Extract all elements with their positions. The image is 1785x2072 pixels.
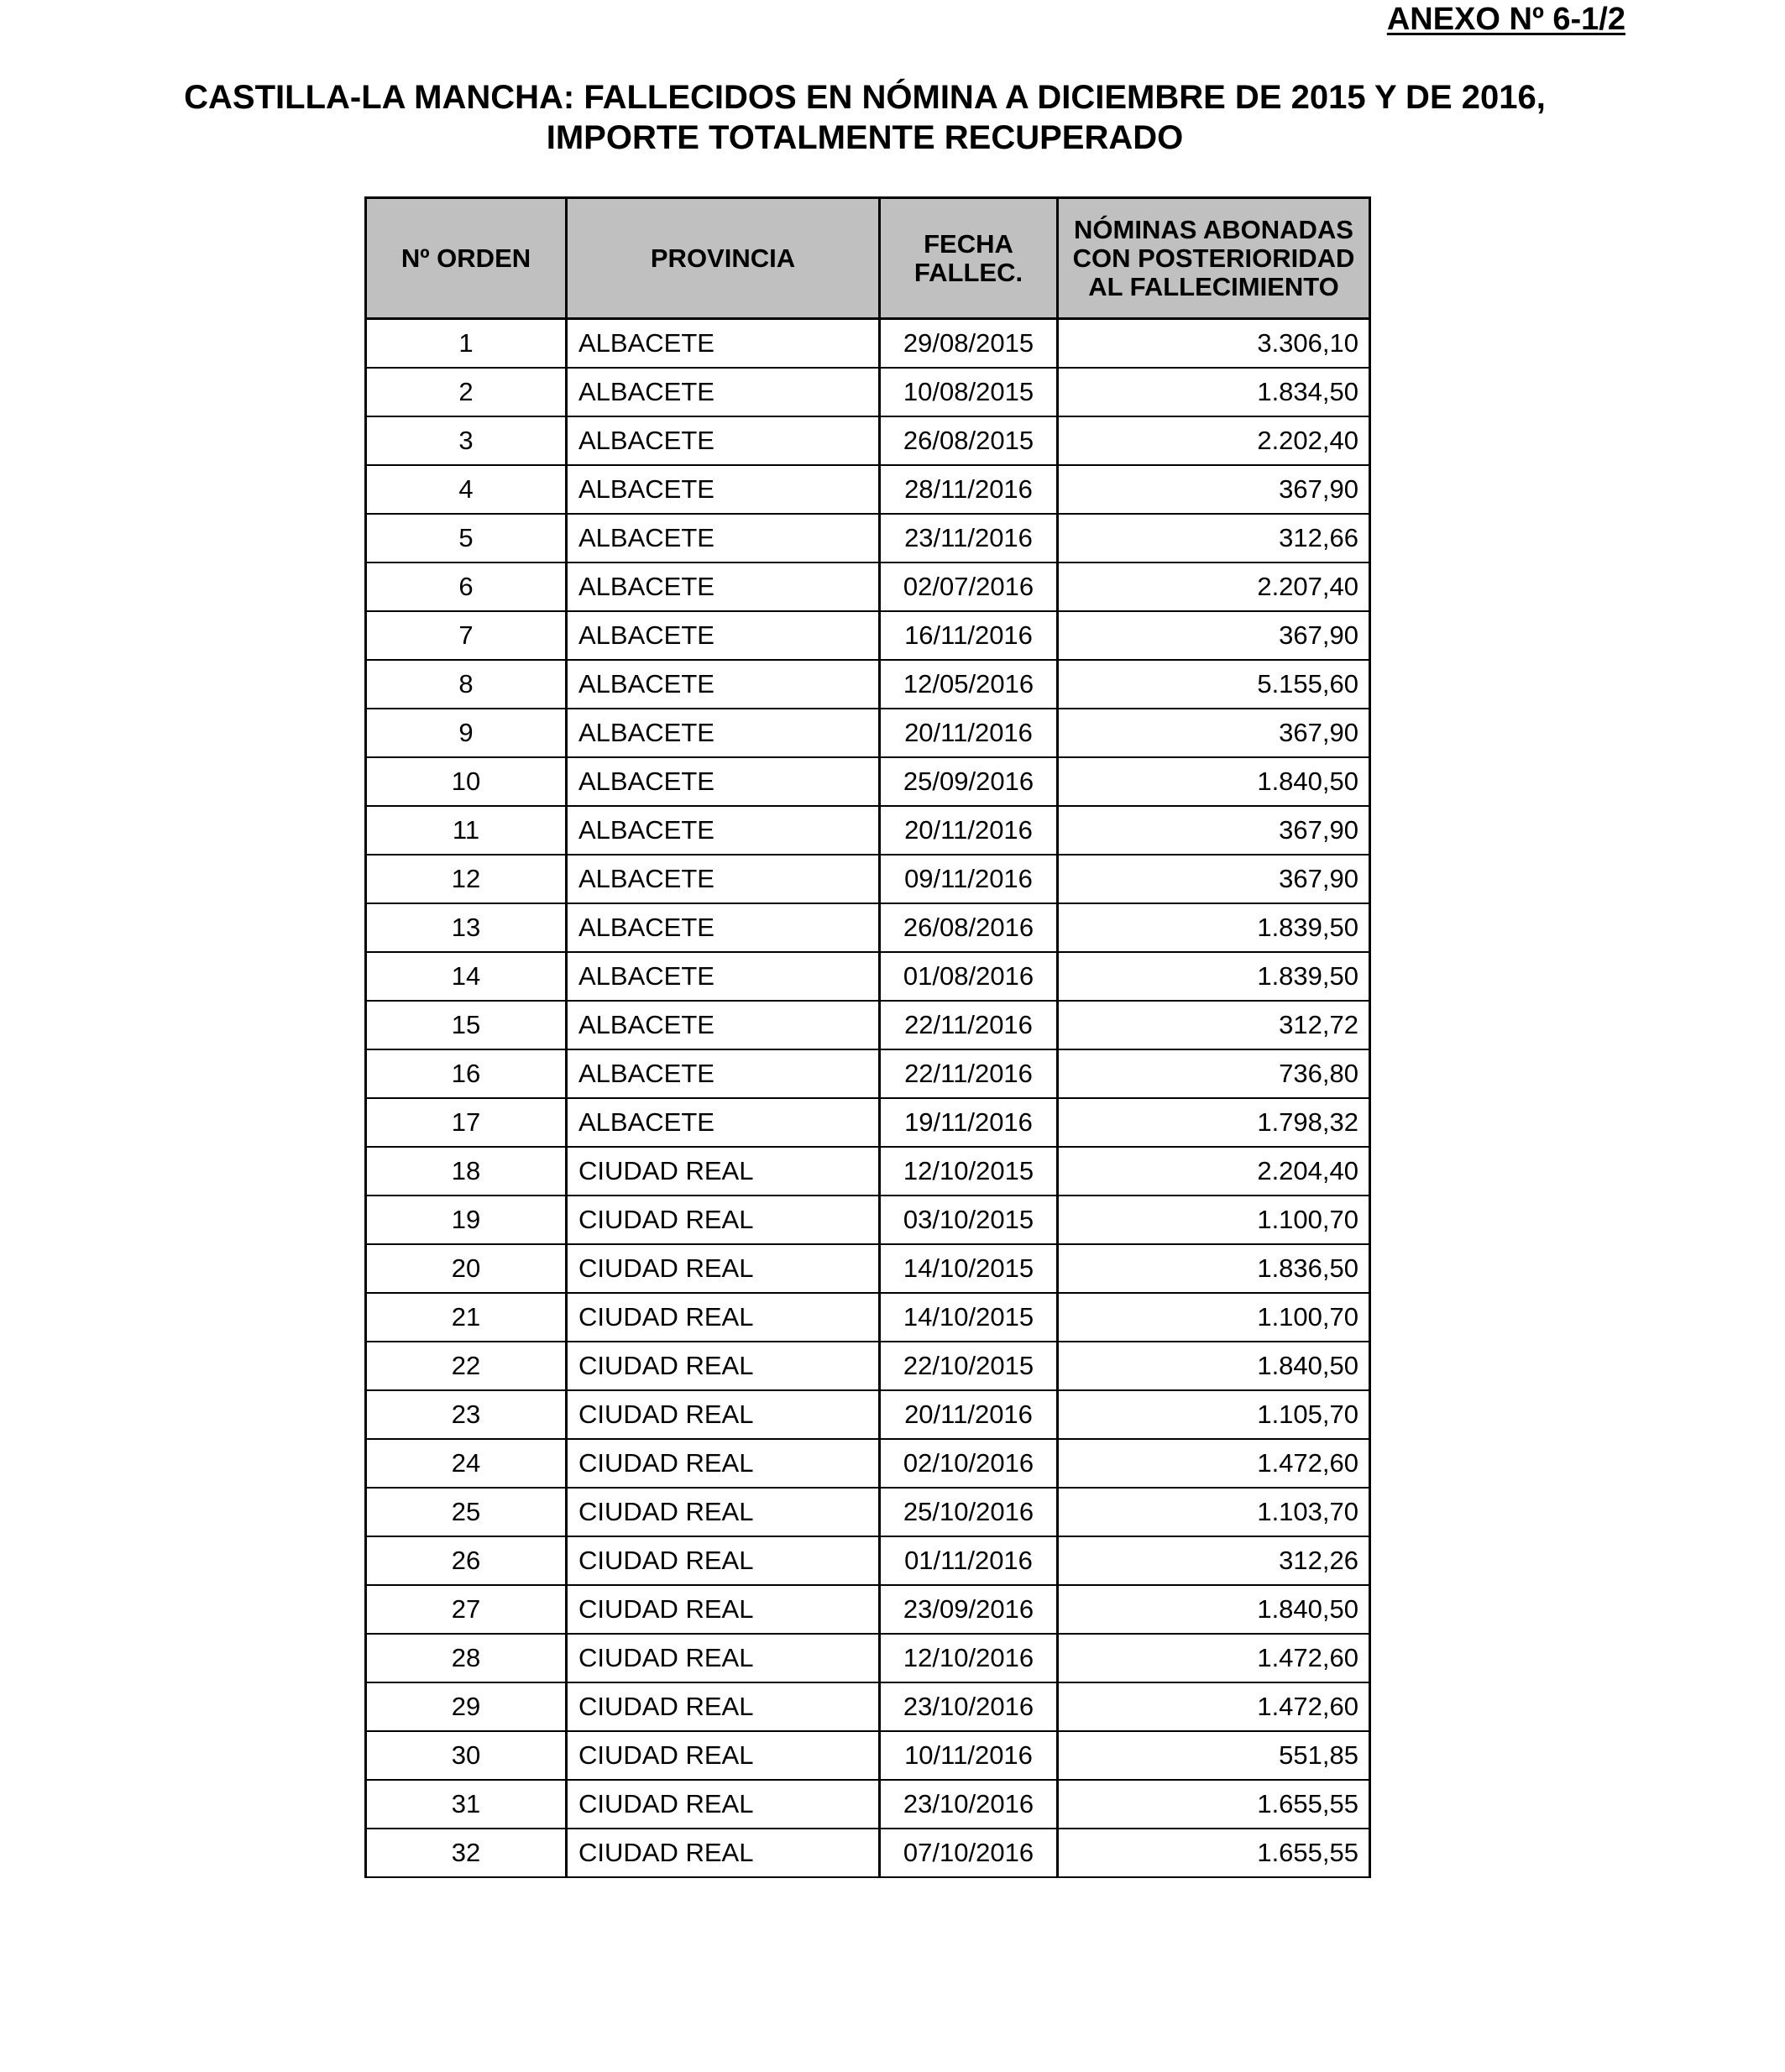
cell-fecha: 22/11/2016 xyxy=(880,1049,1058,1098)
cell-fecha: 25/10/2016 xyxy=(880,1488,1058,1536)
cell-importe: 551,85 xyxy=(1058,1731,1370,1780)
table-row xyxy=(366,368,1370,416)
cell-provincia: CIUDAD REAL xyxy=(567,1342,880,1390)
cell-provincia: CIUDAD REAL xyxy=(567,1488,880,1536)
cell-orden: 31 xyxy=(366,1780,567,1829)
cell-provincia: CIUDAD REAL xyxy=(567,1682,880,1731)
table-row xyxy=(366,1390,1370,1439)
cell-provincia: ALBACETE xyxy=(567,952,880,1001)
table-row xyxy=(366,319,1370,369)
cell-orden: 32 xyxy=(366,1829,567,1877)
cell-provincia: CIUDAD REAL xyxy=(567,1731,880,1780)
cell-orden: 8 xyxy=(366,660,567,709)
table-row xyxy=(366,1731,1370,1780)
table-row xyxy=(366,1293,1370,1342)
cell-provincia: ALBACETE xyxy=(567,514,880,562)
cell-provincia: CIUDAD REAL xyxy=(567,1293,880,1342)
cell-provincia: ALBACETE xyxy=(567,903,880,952)
cell-fecha: 20/11/2016 xyxy=(880,709,1058,757)
cell-fecha: 09/11/2016 xyxy=(880,855,1058,903)
table-row xyxy=(366,952,1370,1001)
cell-orden: 27 xyxy=(366,1585,567,1634)
cell-fecha: 12/10/2016 xyxy=(880,1634,1058,1682)
cell-importe: 1.100,70 xyxy=(1058,1293,1370,1342)
table-row xyxy=(366,1439,1370,1488)
cell-orden: 18 xyxy=(366,1147,567,1196)
header-orden: Nº ORDEN xyxy=(366,198,567,319)
cell-orden: 13 xyxy=(366,903,567,952)
table-row xyxy=(366,1244,1370,1293)
cell-fecha: 26/08/2016 xyxy=(880,903,1058,952)
table-row xyxy=(366,660,1370,709)
header-nominas-line-3: AL FALLECIMIENTO xyxy=(1088,271,1339,301)
annex-label: ANEXO Nº 6-1/2 xyxy=(1386,2,1625,37)
table-row xyxy=(366,806,1370,855)
cell-provincia: ALBACETE xyxy=(567,1098,880,1147)
cell-orden: 12 xyxy=(366,855,567,903)
header-nominas xyxy=(1058,198,1370,319)
cell-orden: 10 xyxy=(366,757,567,806)
cell-orden: 25 xyxy=(366,1488,567,1536)
cell-orden: 29 xyxy=(366,1682,567,1731)
cell-fecha: 02/10/2016 xyxy=(880,1439,1058,1488)
cell-orden: 20 xyxy=(366,1244,567,1293)
cell-provincia: ALBACETE xyxy=(567,1001,880,1049)
cell-importe: 1.103,70 xyxy=(1058,1488,1370,1536)
cell-orden: 3 xyxy=(366,416,567,465)
cell-importe: 1.472,60 xyxy=(1058,1682,1370,1731)
cell-importe: 2.204,40 xyxy=(1058,1147,1370,1196)
cell-provincia: CIUDAD REAL xyxy=(567,1634,880,1682)
table-row xyxy=(366,1634,1370,1682)
table-row xyxy=(366,1001,1370,1049)
cell-importe: 1.839,50 xyxy=(1058,952,1370,1001)
cell-fecha: 12/10/2015 xyxy=(880,1147,1058,1196)
cell-importe: 367,90 xyxy=(1058,806,1370,855)
header-fecha-line-1: FECHA xyxy=(924,228,1013,259)
cell-fecha: 12/05/2016 xyxy=(880,660,1058,709)
cell-orden: 14 xyxy=(366,952,567,1001)
cell-importe: 367,90 xyxy=(1058,855,1370,903)
cell-importe: 312,66 xyxy=(1058,514,1370,562)
cell-orden: 2 xyxy=(366,368,567,416)
cell-orden: 16 xyxy=(366,1049,567,1098)
cell-fecha: 28/11/2016 xyxy=(880,465,1058,514)
cell-fecha: 02/07/2016 xyxy=(880,562,1058,611)
table-row xyxy=(366,1780,1370,1829)
cell-provincia: ALBACETE xyxy=(567,1049,880,1098)
table-row xyxy=(366,514,1370,562)
cell-fecha: 07/10/2016 xyxy=(880,1829,1058,1877)
cell-importe: 1.836,50 xyxy=(1058,1244,1370,1293)
cell-importe: 1.840,50 xyxy=(1058,1585,1370,1634)
cell-orden: 23 xyxy=(366,1390,567,1439)
cell-fecha: 14/10/2015 xyxy=(880,1293,1058,1342)
cell-importe: 367,90 xyxy=(1058,611,1370,660)
cell-orden: 21 xyxy=(366,1293,567,1342)
cell-provincia: ALBACETE xyxy=(567,416,880,465)
cell-importe: 5.155,60 xyxy=(1058,660,1370,709)
cell-provincia: CIUDAD REAL xyxy=(567,1536,880,1585)
cell-orden: 4 xyxy=(366,465,567,514)
cell-provincia: ALBACETE xyxy=(567,660,880,709)
cell-fecha: 29/08/2015 xyxy=(880,319,1058,369)
cell-importe: 312,72 xyxy=(1058,1001,1370,1049)
title-line-2: IMPORTE TOTALMENTE RECUPERADO xyxy=(546,119,1184,156)
cell-importe: 1.655,55 xyxy=(1058,1829,1370,1877)
table-row xyxy=(366,709,1370,757)
cell-provincia: ALBACETE xyxy=(567,806,880,855)
cell-provincia: ALBACETE xyxy=(567,465,880,514)
table-row xyxy=(366,611,1370,660)
cell-provincia: ALBACETE xyxy=(567,611,880,660)
cell-orden: 17 xyxy=(366,1098,567,1147)
deceased-payroll-table xyxy=(364,196,1371,1878)
cell-orden: 9 xyxy=(366,709,567,757)
cell-importe: 1.472,60 xyxy=(1058,1439,1370,1488)
table-row xyxy=(366,1342,1370,1390)
cell-fecha: 23/11/2016 xyxy=(880,514,1058,562)
cell-fecha: 26/08/2015 xyxy=(880,416,1058,465)
cell-fecha: 03/10/2015 xyxy=(880,1196,1058,1244)
table-row xyxy=(366,1829,1370,1877)
header-nominas-line-2: CON POSTERIORIDAD xyxy=(1072,243,1355,273)
cell-provincia: CIUDAD REAL xyxy=(567,1585,880,1634)
cell-importe: 1.100,70 xyxy=(1058,1196,1370,1244)
cell-orden: 6 xyxy=(366,562,567,611)
cell-importe: 1.105,70 xyxy=(1058,1390,1370,1439)
cell-orden: 28 xyxy=(366,1634,567,1682)
cell-orden: 24 xyxy=(366,1439,567,1488)
cell-provincia: ALBACETE xyxy=(567,562,880,611)
table-row xyxy=(366,855,1370,903)
cell-fecha: 10/08/2015 xyxy=(880,368,1058,416)
cell-fecha: 23/10/2016 xyxy=(880,1780,1058,1829)
title-line-1: CASTILLA-LA MANCHA: FALLECIDOS EN NÓMINA A DICIEMBRE DE 2015 Y DE 2016, xyxy=(184,79,1546,116)
cell-provincia: ALBACETE xyxy=(567,855,880,903)
table-header-row xyxy=(366,198,1370,319)
cell-provincia: ALBACETE xyxy=(567,709,880,757)
cell-orden: 22 xyxy=(366,1342,567,1390)
cell-importe: 1.840,50 xyxy=(1058,1342,1370,1390)
cell-fecha: 23/09/2016 xyxy=(880,1585,1058,1634)
cell-fecha: 01/08/2016 xyxy=(880,952,1058,1001)
cell-importe: 1.655,55 xyxy=(1058,1780,1370,1829)
cell-provincia: CIUDAD REAL xyxy=(567,1196,880,1244)
cell-importe: 1.798,32 xyxy=(1058,1098,1370,1147)
cell-provincia: CIUDAD REAL xyxy=(567,1390,880,1439)
cell-fecha: 20/11/2016 xyxy=(880,1390,1058,1439)
cell-importe: 2.207,40 xyxy=(1058,562,1370,611)
cell-orden: 7 xyxy=(366,611,567,660)
table-row xyxy=(366,1049,1370,1098)
table-row xyxy=(366,1585,1370,1634)
cell-orden: 30 xyxy=(366,1731,567,1780)
cell-fecha: 20/11/2016 xyxy=(880,806,1058,855)
table-row xyxy=(366,1098,1370,1147)
page-title xyxy=(0,77,1730,158)
cell-orden: 26 xyxy=(366,1536,567,1585)
header-provincia: PROVINCIA xyxy=(567,198,880,319)
cell-provincia: ALBACETE xyxy=(567,319,880,369)
cell-provincia: CIUDAD REAL xyxy=(567,1780,880,1829)
cell-importe: 367,90 xyxy=(1058,465,1370,514)
table-row xyxy=(366,1682,1370,1731)
table-row xyxy=(366,1196,1370,1244)
table-row xyxy=(366,465,1370,514)
cell-fecha: 25/09/2016 xyxy=(880,757,1058,806)
table-row xyxy=(366,757,1370,806)
cell-provincia: CIUDAD REAL xyxy=(567,1244,880,1293)
header-fecha-line-2: FALLEC. xyxy=(913,257,1023,287)
header-nominas-line-1: NÓMINAS ABONADAS xyxy=(1074,214,1353,244)
header-fecha xyxy=(880,198,1058,319)
cell-importe: 3.306,10 xyxy=(1058,319,1370,369)
cell-fecha: 01/11/2016 xyxy=(880,1536,1058,1585)
cell-orden: 19 xyxy=(366,1196,567,1244)
cell-importe: 367,90 xyxy=(1058,709,1370,757)
cell-fecha: 23/10/2016 xyxy=(880,1682,1058,1731)
cell-fecha: 16/11/2016 xyxy=(880,611,1058,660)
cell-fecha: 22/10/2015 xyxy=(880,1342,1058,1390)
cell-importe: 1.472,60 xyxy=(1058,1634,1370,1682)
cell-orden: 15 xyxy=(366,1001,567,1049)
cell-fecha: 14/10/2015 xyxy=(880,1244,1058,1293)
cell-fecha: 22/11/2016 xyxy=(880,1001,1058,1049)
table-row xyxy=(366,1147,1370,1196)
cell-importe: 1.839,50 xyxy=(1058,903,1370,952)
cell-importe: 2.202,40 xyxy=(1058,416,1370,465)
cell-importe: 312,26 xyxy=(1058,1536,1370,1585)
cell-importe: 736,80 xyxy=(1058,1049,1370,1098)
cell-provincia: CIUDAD REAL xyxy=(567,1439,880,1488)
table-body xyxy=(366,319,1370,1878)
cell-importe: 1.834,50 xyxy=(1058,368,1370,416)
cell-orden: 5 xyxy=(366,514,567,562)
table-row xyxy=(366,416,1370,465)
table-row xyxy=(366,903,1370,952)
cell-fecha: 10/11/2016 xyxy=(880,1731,1058,1780)
table-row xyxy=(366,562,1370,611)
cell-provincia: ALBACETE xyxy=(567,757,880,806)
cell-provincia: CIUDAD REAL xyxy=(567,1829,880,1877)
cell-importe: 1.840,50 xyxy=(1058,757,1370,806)
table-row xyxy=(366,1488,1370,1536)
cell-orden: 1 xyxy=(366,319,567,369)
cell-orden: 11 xyxy=(366,806,567,855)
cell-provincia: CIUDAD REAL xyxy=(567,1147,880,1196)
cell-provincia: ALBACETE xyxy=(567,368,880,416)
cell-fecha: 19/11/2016 xyxy=(880,1098,1058,1147)
table-row xyxy=(366,1536,1370,1585)
